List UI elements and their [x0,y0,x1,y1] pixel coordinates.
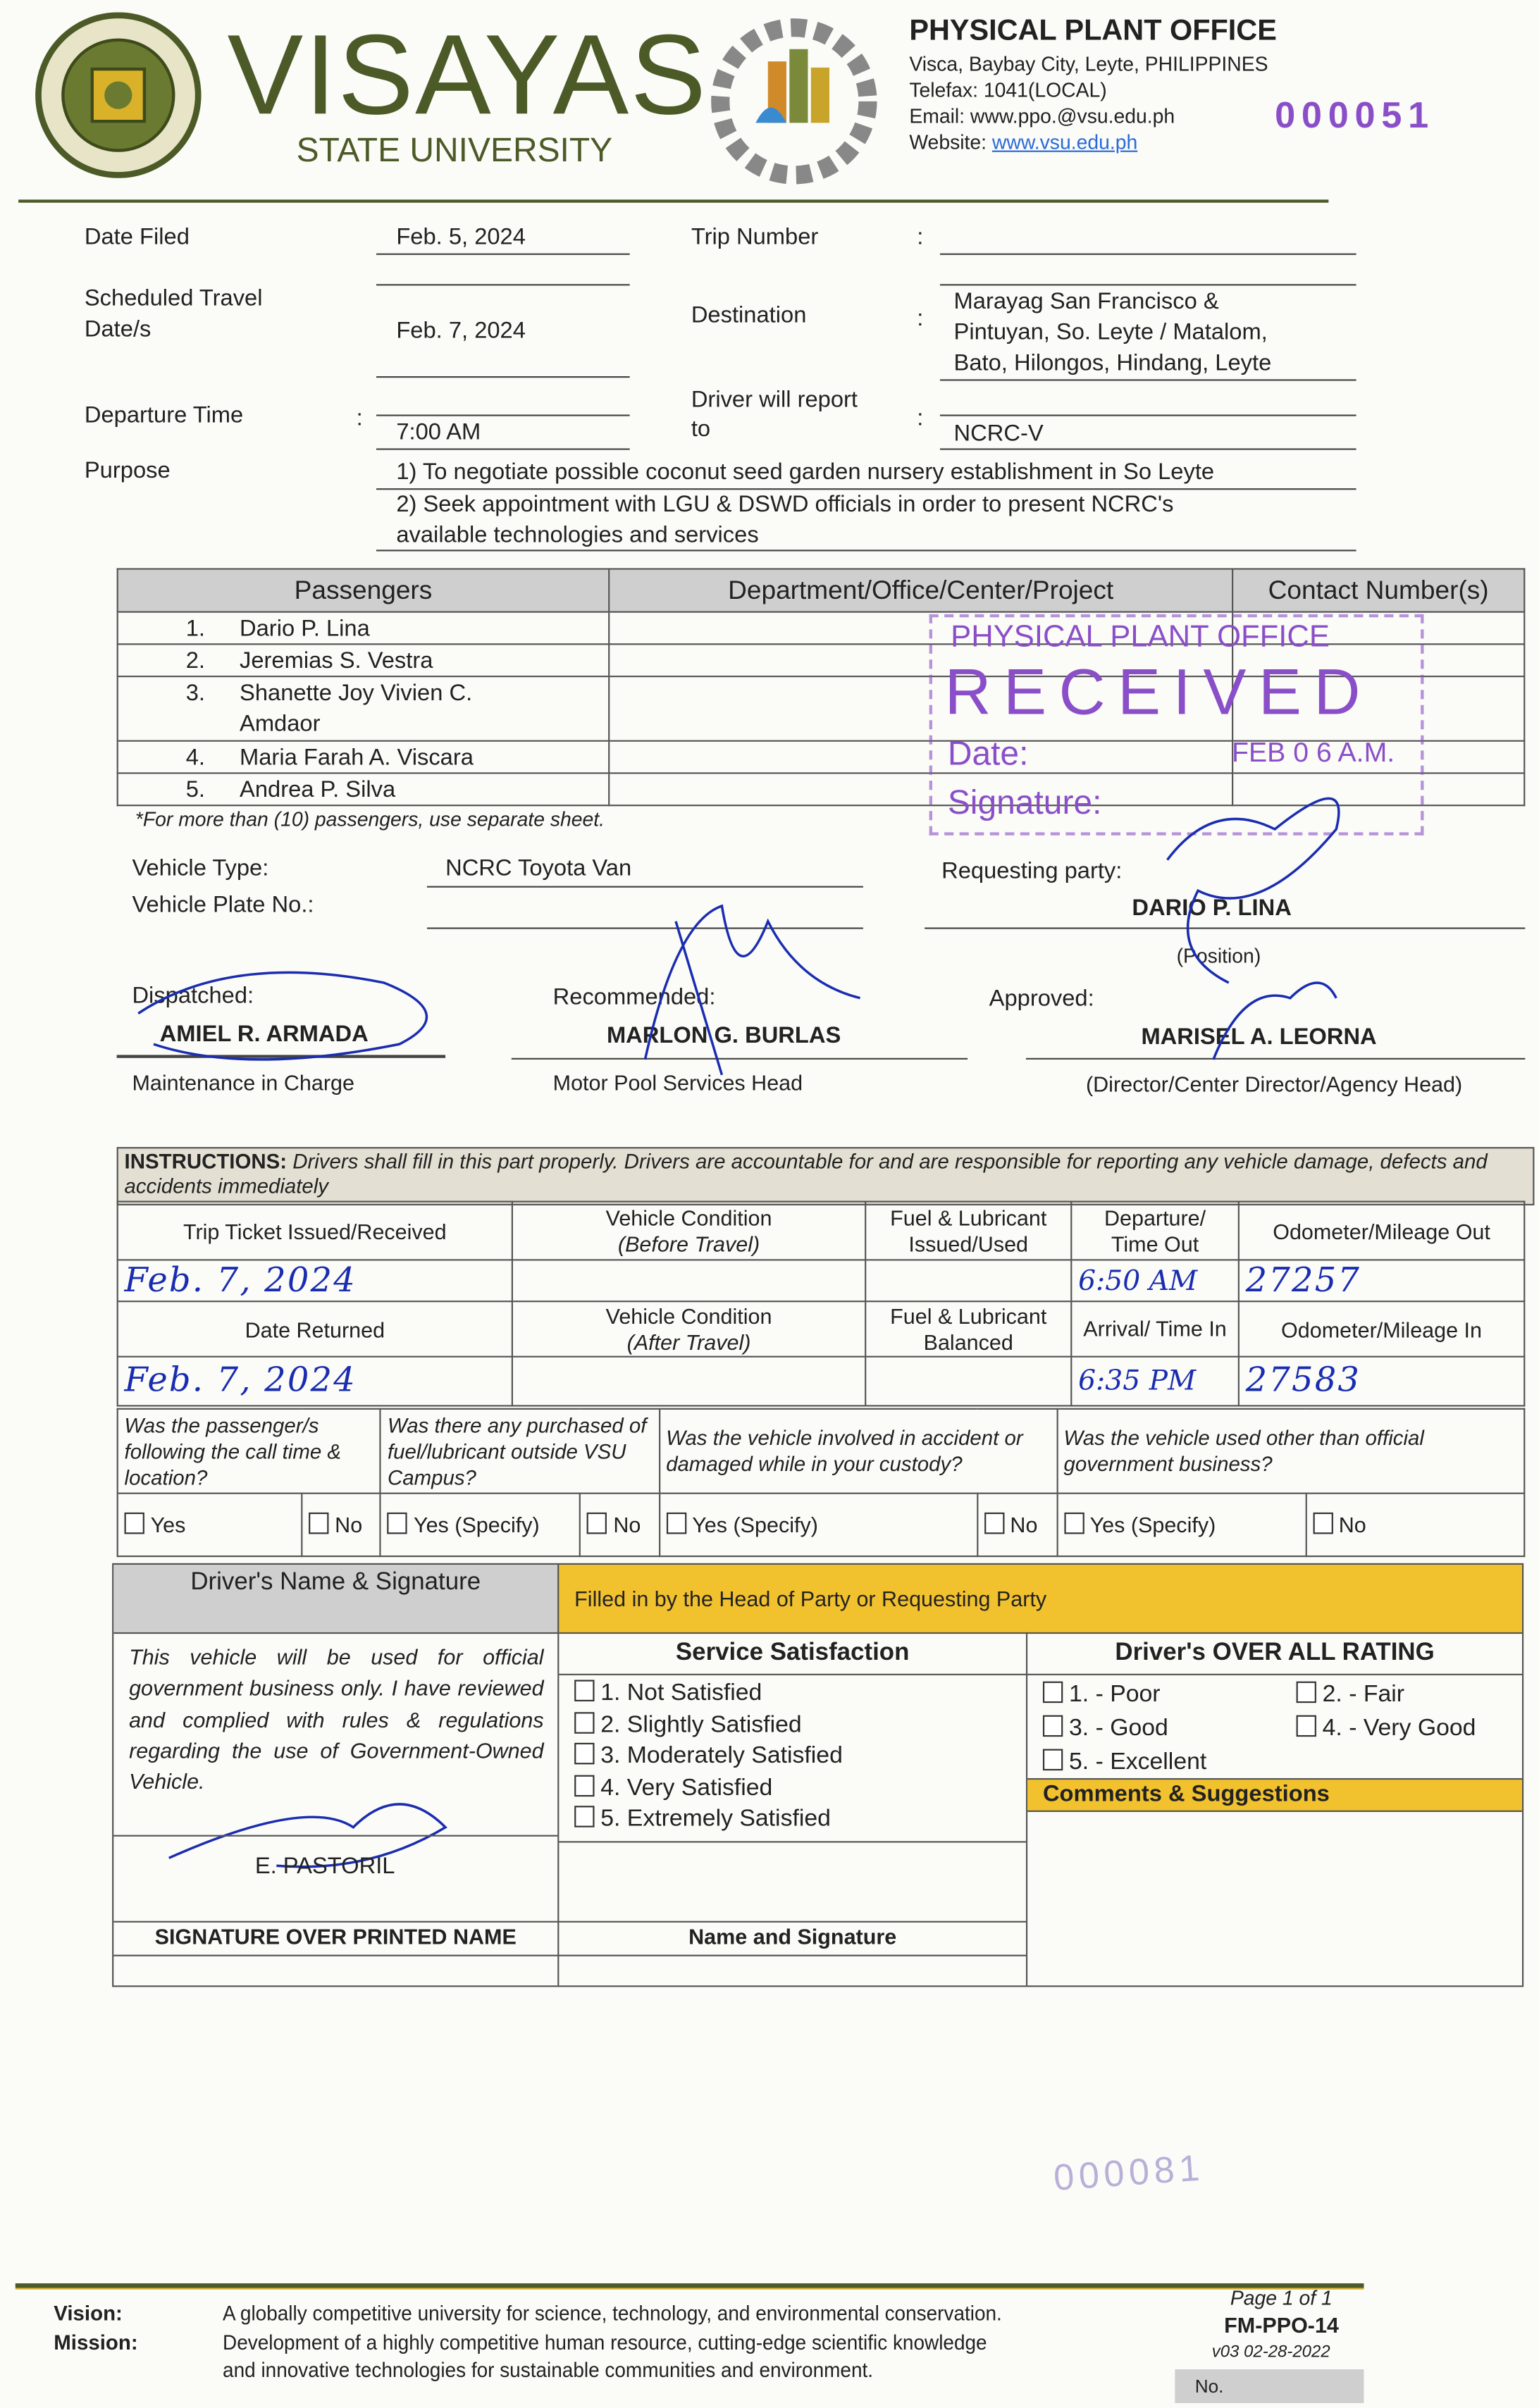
recommended-label: Recommended: [552,984,716,1011]
service-option-2[interactable] [574,1710,843,1742]
rating-very-good[interactable] [1297,1712,1476,1744]
yes-label: Yes (Specify) [414,1512,540,1537]
report-to-label-1: Driver will report [691,387,858,414]
option-label: 2. Slightly Satisfied [600,1711,802,1738]
rating-poor[interactable] [1043,1678,1161,1711]
checkbox[interactable] [574,1680,594,1701]
form-code: FM-PPO-14 [1224,2312,1339,2338]
yes-label: Yes (Specify) [1089,1512,1216,1537]
line [113,1921,1026,1923]
q3-yes-checkbox[interactable] [659,1494,977,1556]
checkbox[interactable] [1297,1682,1316,1703]
odometer-out[interactable]: 27257 [1239,1260,1524,1301]
driver-footer: SIGNATURE OVER PRINTED NAME [154,1924,517,1949]
vision-text: A globally competitive university for science, technology, and environmental conservation. [223,2302,1002,2325]
no-label: No [613,1512,641,1537]
question-call-time: Was the passenger/s following the call time & location? [118,1409,381,1494]
stamp-title: RECEIVED [944,655,1373,728]
report-to-value[interactable]: NCRC-V [953,421,1044,447]
q3-no-checkbox[interactable] [977,1494,1057,1556]
line [559,1841,1026,1842]
mission-text-1: Development of a highly competitive human resource, cutting-edge scientific knowledge [223,2331,987,2354]
website-label: Website: [909,130,992,154]
date-returned[interactable]: Feb. 7, 2024 [118,1357,512,1406]
header-contact: Contact Number(s) [1232,569,1524,612]
comments-field[interactable] [1027,1812,1522,1984]
header-fuel-issued: Fuel & Lubricant Issued/Used [865,1202,1071,1260]
requesting-party-position: (Position) [1176,944,1261,968]
driver-log-table [117,1200,1526,1406]
passenger-name[interactable]: Dario P. Lina [240,614,370,641]
line [113,1835,557,1837]
evaluation-section [112,1563,1523,1987]
header-departure: Departure/ Time Out [1071,1202,1239,1260]
passenger-name[interactable]: Shanette Joy Vivien C. [240,679,473,706]
office-email: Email: www.ppo.@vsu.edu.ph [909,104,1175,128]
in-header-row [118,1301,1525,1356]
approved-name: MARISEL A. LEORNA [1141,1024,1377,1050]
date-filed-value[interactable]: Feb. 5, 2024 [396,224,526,251]
vehicle-type-label: Vehicle Type: [132,855,269,882]
yes-label: Yes [150,1512,186,1537]
footer-divider [16,2283,1364,2290]
question-accident: Was the vehicle involved in accident or damaged while in your custody? [659,1409,1056,1494]
control-number-stamp: 000051 [1275,95,1435,137]
rating-fair[interactable] [1297,1678,1404,1711]
stamp-signature-label: Signature: [947,783,1102,822]
checkbox[interactable] [666,1513,686,1534]
dispatched-role: Maintenance in Charge [132,1070,354,1096]
passenger-name[interactable]: Andrea P. Silva [240,776,396,802]
purpose-line-3[interactable]: available technologies and services [396,522,759,549]
departure-time-value[interactable]: 7:00 AM [396,419,481,446]
in-values-row [118,1357,1525,1406]
stamp-date-value: FEB 0 6 A.M. [1232,737,1395,768]
head-banner: Filled in by the Head of Party or Requesting Party [559,1565,1522,1634]
page-number: Page 1 of 1 [1230,2286,1333,2310]
service-option-4[interactable] [574,1773,843,1805]
q4-no-checkbox[interactable] [1306,1494,1524,1556]
purpose-label: Purpose [84,457,171,484]
row-number: 3. [185,679,206,706]
destination-label: Destination [691,302,807,329]
destination-line-2[interactable]: Pintuyan, So. Leyte / Matalom, [953,319,1268,346]
fuel-balanced[interactable] [865,1357,1071,1406]
instructions-label: INSTRUCTIONS: [124,1150,288,1174]
option-label: 3. - Good [1069,1715,1168,1742]
report-to-label-2: to [691,416,711,442]
service-option-5[interactable] [574,1805,843,1837]
option-label: 4. Very Satisfied [600,1775,773,1801]
option-label: 5. - Excellent [1069,1749,1207,1775]
row-number: 2. [185,647,206,674]
no-label: No [1338,1512,1366,1537]
service-option-3[interactable] [574,1742,843,1773]
rating-good[interactable] [1043,1712,1168,1744]
driver-header: Driver's Name & Signature [113,1565,559,1634]
dispatched-name: AMIEL R. ARMADA [159,1021,369,1048]
checkbox[interactable] [574,1711,594,1733]
travel-dates-label-1: Scheduled Travel [84,285,263,312]
option-label: 1. - Poor [1069,1681,1161,1708]
service-header: Service Satisfaction [675,1639,910,1666]
instructions-box [117,1147,1535,1205]
vision-label: Vision: [54,2302,123,2325]
approved-role: (Director/Center Director/Agency Head) [1085,1072,1463,1097]
checkbox[interactable] [574,1806,594,1828]
question-non-official-use: Was the vehicle used other than official government business? [1057,1409,1525,1494]
number-label: No. [1194,2375,1224,2397]
condition-after[interactable] [512,1357,865,1406]
header-condition-after [512,1301,865,1356]
travel-dates-label-2: Date/s [84,316,152,343]
departure-time-label: Departure Time [84,402,244,429]
text: (After Travel) [626,1329,751,1354]
faint-stamp: 000081 [1052,2147,1206,2200]
form-version: v03 02-28-2022 [1211,2343,1330,2362]
checkbox[interactable] [1043,1749,1063,1771]
q2-yes-checkbox[interactable] [381,1494,580,1556]
service-footer: Name and Signature [688,1924,897,1949]
q4-yes-checkbox[interactable] [1057,1494,1306,1556]
header-arrival: Arrival/ Time In [1071,1301,1239,1356]
checkbox[interactable] [574,1775,594,1796]
stamp-office: PHYSICAL PLANT OFFICE [951,620,1330,654]
colon: : [917,305,924,332]
driver-name: E. PASTORIL [254,1853,395,1880]
comments-header: Comments & Suggestions [1027,1778,1522,1812]
stamp-date-label: Date: [947,733,1029,773]
number-box[interactable] [1175,2369,1364,2403]
checkbox[interactable] [574,1743,594,1765]
text: (Before Travel) [617,1230,760,1255]
passengers-note: *For more than (10) passengers, use separate sheet. [135,807,605,831]
passenger-name-cont[interactable]: Amdaor [240,710,321,737]
header-condition-before [512,1202,865,1260]
header-department: Department/Office/Center/Project [609,569,1232,612]
colon: : [917,405,924,432]
header-passengers: Passengers [118,569,609,612]
row-number: 5. [185,776,206,802]
option-label: 4. - Very Good [1322,1715,1476,1742]
university-subtitle: STATE UNIVERSITY [296,130,613,169]
fuel-issued[interactable] [865,1260,1071,1301]
vehicle-type-value[interactable]: NCRC Toyota Van [445,855,632,882]
header-date-returned: Date Returned [118,1301,512,1356]
office-title: PHYSICAL PLANT OFFICE [909,15,1277,48]
header-odometer-out: Odometer/Mileage Out [1239,1202,1524,1260]
purpose-line-1[interactable]: 1) To negotiate possible coconut seed garden nursery establishment in So Leyte [396,459,1215,485]
colon: : [917,224,924,251]
dispatched-label: Dispatched: [132,982,254,1009]
colon: : [356,405,363,432]
mission-text-2: and innovative technologies for sustainable communities and environment. [223,2358,874,2382]
checkbox[interactable] [125,1513,144,1534]
recommended-name: MARLON G. BURLAS [606,1022,841,1049]
date-filed-label: Date Filed [84,224,190,251]
arrival-time-in[interactable]: 6:35 PM [1071,1357,1239,1406]
driver-statement: This vehicle will be used for official government business only. I have reviewed and complied with rules & regulations regarding the use of Government-Owned Vehicle. [129,1644,544,1794]
passenger-name[interactable]: Jeremias S. Vestra [240,647,433,674]
destination-line-1[interactable]: Marayag San Francisco & [953,288,1219,315]
row-number: 4. [185,744,206,771]
checkbox[interactable] [1043,1715,1063,1737]
header-odometer-in: Odometer/Mileage In [1239,1301,1524,1356]
option-label: 3. Moderately Satisfied [600,1743,843,1770]
option-label: 5. Extremely Satisfied [600,1806,831,1833]
vehicle-plate-label: Vehicle Plate No.: [132,892,314,919]
checkbox[interactable] [1043,1682,1063,1703]
text: Vehicle Condition [605,1303,772,1328]
approved-label: Approved: [989,986,1094,1012]
line [113,1955,1026,1956]
checkbox[interactable] [309,1513,328,1534]
checkbox[interactable] [984,1513,1003,1534]
condition-before[interactable] [512,1260,865,1301]
service-options [574,1678,843,1836]
text: Vehicle Condition [605,1204,772,1229]
q1-yes-checkbox[interactable] [118,1494,302,1556]
header-trip-ticket: Trip Ticket Issued/Received [118,1202,512,1260]
no-label: No [1010,1512,1038,1537]
departure-time-out[interactable]: 6:50 AM [1071,1260,1239,1301]
out-header-row [118,1202,1525,1260]
out-values-row [118,1260,1525,1301]
q2-no-checkbox[interactable] [581,1494,660,1556]
checkbox[interactable] [1064,1513,1084,1534]
checkbox[interactable] [587,1513,607,1534]
yes-label: Yes (Specify) [692,1512,818,1537]
requesting-party-label: Requesting party: [941,858,1123,885]
checkbox[interactable] [1297,1715,1316,1737]
no-label: No [335,1512,363,1537]
q1-no-checkbox[interactable] [302,1494,381,1556]
office-telefax: Telefax: 1041(LOCAL) [909,78,1107,101]
option-label: 1. Not Satisfied [600,1680,762,1706]
odometer-in[interactable]: 27583 [1239,1357,1524,1406]
answers-row [118,1494,1525,1556]
line [559,1674,1522,1675]
header-fuel-balanced: Fuel & Lubricant Balanced [865,1301,1071,1356]
requesting-party-name: DARIO P. LINA [1132,895,1292,921]
mission-label: Mission: [54,2331,138,2354]
destination-line-3[interactable]: Bato, Hilongos, Hindang, Leyte [953,349,1272,377]
passenger-name[interactable]: Maria Farah A. Viscara [240,744,474,771]
checkbox[interactable] [388,1513,407,1534]
instructions-text: Drivers shall fill in this part properly. Drivers are accountable for and are responsible for reporting any vehicle damage, defects and accidents immediately [124,1150,1488,1198]
service-option-1[interactable] [574,1678,843,1710]
trip-number-label: Trip Number [691,224,819,251]
university-name: VISAYAS [227,11,708,139]
option-label: 2. - Fair [1322,1681,1405,1708]
question-fuel-purchase: Was there any purchased of fuel/lubricant outside VSU Campus? [381,1409,659,1494]
rating-excellent[interactable] [1043,1746,1206,1778]
purpose-line-2[interactable]: 2) Seek appointment with LGU & DSWD officials in order to present NCRC's [396,491,1174,518]
travel-dates-value[interactable]: Feb. 7, 2024 [396,318,526,345]
questions-row [118,1409,1525,1494]
trip-ticket-date[interactable]: Feb. 7, 2024 [118,1260,512,1301]
checkbox[interactable] [1313,1513,1333,1534]
website-link[interactable]: www.vsu.edu.ph [991,130,1138,154]
questions-table [117,1408,1526,1557]
row-number: 1. [185,614,206,641]
rating-header: Driver's OVER ALL RATING [1115,1639,1435,1666]
recommended-role: Motor Pool Services Head [552,1070,803,1096]
office-address: Visca, Baybay City, Leyte, PHILIPPINES [909,52,1268,75]
